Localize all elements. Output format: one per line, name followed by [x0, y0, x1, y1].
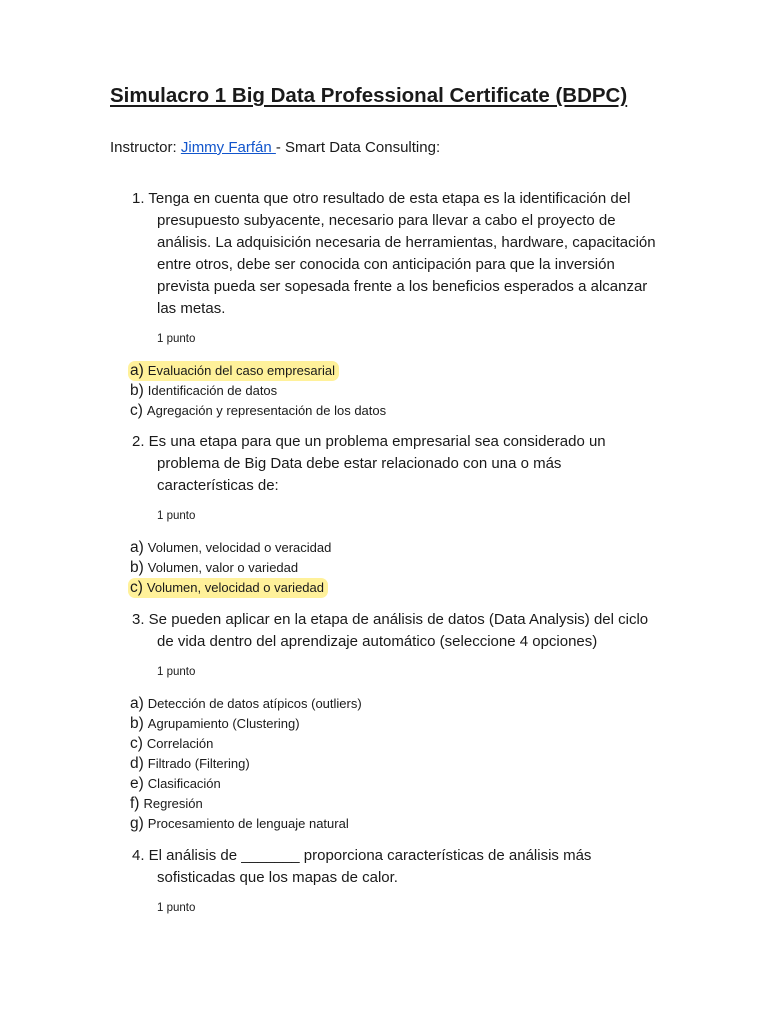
option-text: Volumen, velocidad o veracidad [147, 540, 332, 555]
option-letter: c) [130, 402, 143, 419]
question-text: 2. Es una etapa para que un problema empresarial sea considerado un problema de Big Data debe estar relacionado con una o más características de: [132, 433, 606, 494]
option-letter: d) [130, 755, 144, 772]
instructor-name-link[interactable]: Jimmy Farfán [180, 139, 276, 156]
points-label: 1 punto [157, 333, 196, 345]
points-label: 1 punto [157, 902, 196, 914]
option-letter: b) [130, 559, 144, 576]
question-2 [132, 431, 662, 597]
option-text: Filtrado (Filtering) [147, 756, 250, 771]
option-text: Volumen, velocidad o variedad [146, 580, 324, 595]
question-4 [132, 845, 662, 929]
option-a[interactable] [130, 540, 331, 555]
options-list [130, 693, 662, 833]
option-c[interactable] [130, 403, 386, 418]
option-letter: c) [130, 579, 143, 596]
option-letter: a) [130, 539, 144, 556]
option-text: Regresión [143, 796, 203, 811]
instructor-label: Instructor: [110, 139, 181, 156]
question-3 [132, 609, 662, 833]
option-text: Detección de datos atípicos (outliers) [147, 696, 362, 711]
option-letter: b) [130, 715, 144, 732]
option-g[interactable] [130, 816, 349, 831]
page-title: Simulacro 1 Big Data Professional Certificate (BDPC) [110, 84, 628, 107]
question-text: 4. El análisis de _______ proporciona características de análisis más sofisticadas que los mapas de calor. [132, 847, 592, 886]
option-c[interactable] [130, 736, 213, 751]
option-letter: c) [130, 735, 143, 752]
option-f[interactable] [130, 796, 203, 811]
option-b[interactable] [130, 560, 298, 575]
option-c[interactable] [128, 578, 328, 598]
option-letter: a) [130, 362, 144, 379]
options-list [130, 360, 662, 420]
question-text: 3. Se pueden aplicar en la etapa de análisis de datos (Data Analysis) del ciclo de vida dentro del aprendizaje automático (seleccione 4 opciones) [132, 611, 649, 650]
option-letter: g) [130, 815, 144, 832]
option-a[interactable] [130, 696, 362, 711]
option-letter: e) [130, 775, 144, 792]
option-b[interactable] [130, 383, 277, 398]
option-text: Agregación y representación de los datos [146, 403, 387, 418]
instructor-line [110, 139, 440, 156]
question-text: 1. Tenga en cuenta que otro resultado de esta etapa es la identificación del presupuesto subyacente, necesario para llevar a cabo el proyecto de análisis. La adquisición necesaria de herramientas, hardware, capacitación entre otros, debe ser conocida con anticipación para que la inversión prevista pueda ser sopesada frente a los beneficios esperados a alcanzar las metas. [132, 190, 656, 317]
option-text: Agrupamiento (Clustering) [147, 716, 300, 731]
option-d[interactable] [130, 756, 250, 771]
option-text: Identificación de datos [147, 383, 278, 398]
option-letter: f) [130, 795, 140, 812]
question-1 [132, 188, 662, 420]
points-label: 1 punto [157, 510, 196, 522]
option-letter: a) [130, 695, 144, 712]
option-e[interactable] [130, 776, 221, 791]
instructor-company: - Smart Data Consulting: [275, 139, 441, 156]
option-text: Procesamiento de lenguaje natural [147, 816, 349, 831]
option-b[interactable] [130, 716, 300, 731]
points-label: 1 punto [157, 666, 196, 678]
option-text: Volumen, valor o variedad [147, 560, 299, 575]
options-list [130, 537, 662, 597]
option-text: Correlación [146, 736, 214, 751]
option-letter: b) [130, 382, 144, 399]
option-text: Clasificación [147, 776, 221, 791]
option-a[interactable] [128, 361, 339, 381]
option-text: Evaluación del caso empresarial [147, 363, 335, 378]
